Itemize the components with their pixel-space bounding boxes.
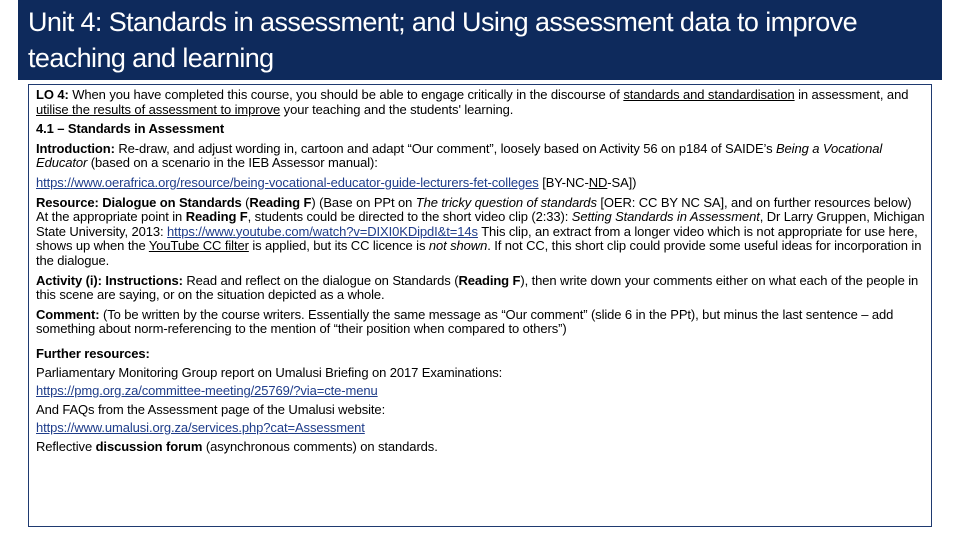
not-shown: not shown: [428, 238, 488, 254]
ppt-title: The tricky question of standards: [415, 194, 597, 210]
discussion-forum: discussion forum: [95, 438, 203, 454]
resource-label: Resource: Dialogue on Standards: [36, 194, 242, 210]
section-heading-text: 4.1 – Standards in Assessment: [36, 121, 225, 137]
title-bar: [18, 0, 942, 80]
further-resources: [36, 347, 925, 455]
forum-text-1: Reflective: [36, 438, 96, 454]
umalusi-link[interactable]: https://www.umalusi.org.za/services.php?cat=Assessment: [36, 420, 365, 436]
license-text-1: [BY-NC-: [538, 174, 589, 190]
resource-paragraph: [36, 196, 925, 269]
introduction-paragraph: [36, 142, 925, 171]
reading-f-2: Reading F: [185, 209, 248, 225]
lo4-utilise-phrase: utilise the results of assessment to improve: [36, 101, 281, 117]
section-heading: [36, 122, 925, 137]
comment-text: (To be written by the course writers. Essentially the same message as “Our comment” (slide 6 in the PPt), but minus the last sentence – add something about norm-referencing to the mention of “their position when compared to others”): [36, 306, 894, 337]
lo4-standards-phrase: standards and standardisation: [623, 87, 795, 102]
activity-reading-f: Reading F: [458, 272, 521, 288]
activity-paragraph: [36, 274, 925, 303]
resource-text-4: , students could be directed to the short video clip (2:33):: [247, 209, 572, 225]
lo4-text-1: When you have completed this course, you should be able to engage critically in the discourse of: [68, 87, 624, 102]
further-line-2: And FAQs from the Assessment page of the Umalusi website:: [36, 401, 386, 417]
youtube-link[interactable]: https://www.youtube.com/watch?v=DIXI0KDipdI&t=14s: [167, 223, 478, 239]
comment-label: Comment:: [36, 306, 100, 322]
resource-text-8: . If not CC, this short clip could provide some useful ideas for incorporation in the dialogue.: [36, 238, 922, 268]
page-title: Unit 4: Standards in assessment; and Using assessment data to improve teaching and learning: [28, 7, 858, 73]
further-heading-text: Further resources:: [36, 345, 150, 361]
further-line-1: Parliamentary Monitoring Group report on Umalusi Briefing on 2017 Examinations:: [36, 364, 503, 380]
resource-text-5: , Dr Larry Gruppen, Michigan State University, 2013:: [36, 209, 925, 239]
book-title: Being a Vocational Educator: [36, 140, 883, 171]
content-box: [28, 84, 932, 527]
lo4-text-3: your teaching and the students' learning.: [280, 101, 514, 117]
introduction-text-2: (based on a scenario in the IEB Assessor manual):: [87, 155, 378, 171]
video-title: Setting Standards in Assessment: [571, 209, 760, 225]
lo4-paragraph: [36, 88, 925, 117]
license-text-2: -SA]): [607, 174, 637, 190]
forum-line: [36, 440, 925, 455]
lo4-text-2: in assessment, and: [794, 87, 909, 102]
pmg-link-line: [36, 384, 925, 399]
resource-text-3: [OER: CC BY NC SA], and on further resources below) At the appropriate point in: [36, 194, 912, 225]
resource-text-2: ) (Base on PPt on: [311, 194, 416, 210]
umalusi-link-line: [36, 421, 925, 436]
resource-text-6: This clip, an extract from a longer video which is not appropriate for use here, shows up when the: [36, 223, 918, 254]
oerafrica-link[interactable]: https://www.oerafrica.org/resource/being-vocational-educator-guide-lecturers-fet-colleges: [36, 174, 539, 190]
activity-text-1: Read and reflect on the dialogue on Standards (: [182, 272, 459, 288]
introduction-label: Introduction:: [36, 140, 115, 156]
introduction-link-line: [36, 176, 925, 191]
reading-f: Reading F: [249, 194, 312, 210]
lo4-label: LO 4:: [36, 87, 69, 102]
comment-paragraph: [36, 308, 925, 337]
resource-text-7: is applied, but its CC licence is: [248, 238, 429, 254]
resource-text-1: (: [241, 194, 250, 210]
further-heading: [36, 347, 925, 362]
activity-text-2: ), then write down your comments either on what each of the people in this scene are saying, or on the situation depicted as a whole.: [36, 272, 919, 303]
introduction-text-1: Re-draw, and adjust wording in, cartoon and adapt “Our comment”, loosely based on Activity 56 on p184 of SAIDE’s: [114, 140, 776, 156]
license-nd: ND: [588, 174, 608, 190]
youtube-filter: YouTube CC filter: [148, 238, 249, 254]
activity-label: Activity (i): Instructions:: [36, 272, 183, 288]
pmg-link[interactable]: https://pmg.org.za/committee-meeting/25769/?via=cte-menu: [36, 383, 378, 399]
forum-text-2: (asynchronous comments) on standards.: [202, 438, 438, 454]
